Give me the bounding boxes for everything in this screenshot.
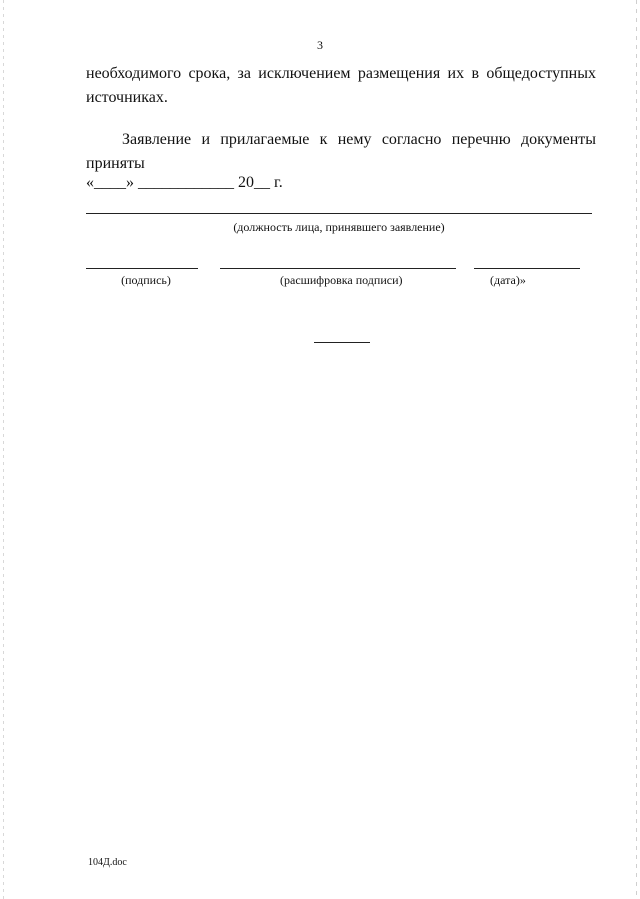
- paragraph-acceptance: Заявление и прилагаемые к нему согласно перечню документы приняты: [86, 131, 596, 172]
- signature-caption: (подпись): [121, 273, 171, 287]
- position-blank-line: [86, 213, 592, 214]
- scan-edge-right: [636, 0, 637, 899]
- acceptance-date-line: «____» ____________ 20__ г.: [86, 174, 283, 191]
- date-caption: (дата)»: [490, 273, 526, 287]
- position-caption: (должность лица, принявшего заявление): [233, 220, 445, 234]
- scan-edge-left: [3, 0, 4, 899]
- end-of-document-line: [314, 342, 370, 343]
- paragraph-continuation: необходимого срока, за исключением размещения их в общедоступных источниках.: [86, 65, 596, 106]
- signature-blank-line: [86, 268, 198, 269]
- decoding-blank-line: [220, 268, 456, 269]
- page-number: 3: [317, 38, 323, 52]
- decoding-caption: (расшифровка подписи): [280, 273, 403, 287]
- date-blank-line: [474, 268, 580, 269]
- file-name-footer: 104Д.doc: [88, 857, 127, 868]
